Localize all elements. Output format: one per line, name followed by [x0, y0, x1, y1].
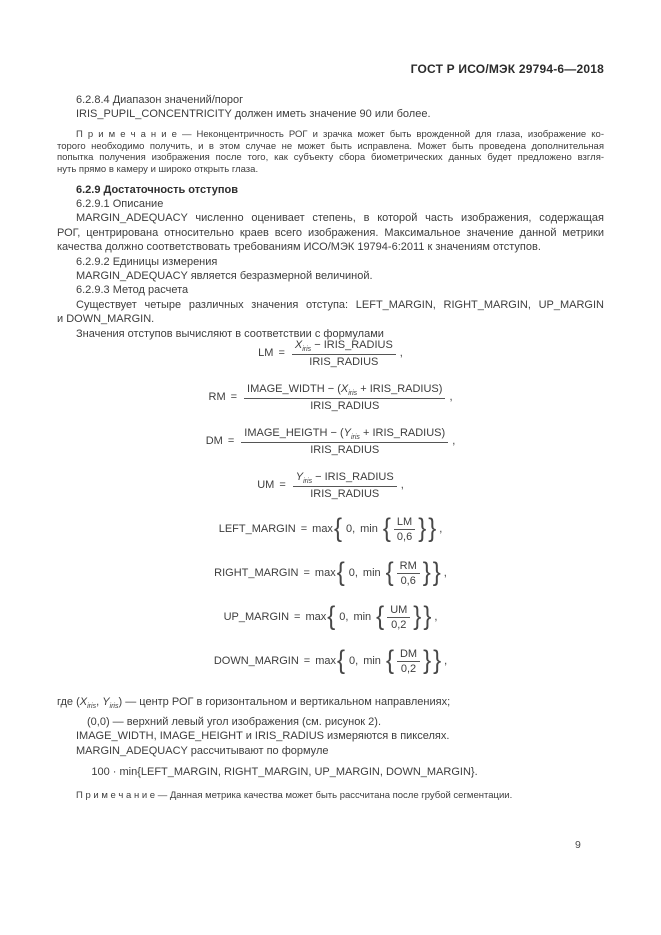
note-line: попытка получения изображения после того, как субъекту сбора биометрических данных будет предложено взгля- — [57, 152, 604, 164]
denominator: IRIS_RADIUS — [244, 398, 445, 412]
formula-lhs: DOWN_MARGIN — [213, 655, 299, 668]
equals-sign: = — [300, 523, 308, 536]
subscript: iris — [109, 703, 119, 711]
variable: X — [294, 338, 303, 351]
formula-lhs: RIGHT_MARGIN — [214, 567, 299, 580]
formula-comma: , — [444, 655, 448, 668]
right-brace: } — [418, 513, 427, 544]
formula-comma: , — [452, 435, 456, 448]
left-brace: { — [382, 513, 391, 544]
subscript: iris — [302, 345, 312, 353]
formula-lhs: LEFT_MARGIN — [218, 523, 296, 536]
clause-6-2-8-4 — [57, 93, 604, 122]
left-brace: { — [327, 601, 336, 632]
formula-left-margin — [57, 514, 604, 544]
fraction — [397, 648, 420, 675]
right-brace: } — [432, 557, 441, 588]
fraction — [397, 560, 420, 587]
formula-up-margin — [57, 602, 604, 632]
zero-term: 0, — [345, 523, 356, 536]
left-brace: { — [385, 557, 394, 588]
max-operator: max — [314, 567, 336, 580]
note-segmentation: П р и м е ч а н и е — Данная метрика качества может быть рассчитана после грубой сегментации. — [76, 790, 513, 802]
numerator: UM — [390, 603, 408, 616]
document-header: ГОСТ Р ИСО/МЭК 29794-6—2018 — [410, 62, 604, 76]
formula-comma: , — [434, 611, 438, 624]
numerator: RM — [399, 559, 417, 572]
right-brace: } — [422, 557, 431, 588]
clause-6-2-9-2-heading: 6.2.9.2 Единицы измерения — [76, 255, 218, 268]
where-line-origin: (0,0) — верхний левый угол изображения (см. рисунок 2). — [87, 715, 382, 728]
note-line: П р и м е ч а н и е — Неконцентричность РОГ и зрачка может быть врожденной для глаза, изображение ко- — [76, 128, 604, 140]
right-brace: } — [428, 513, 437, 544]
equals-sign: = — [303, 567, 310, 580]
formula-lhs: UM — [257, 479, 275, 492]
method-paragraph-line: Существует четыре различных значения отступа: LEFT_MARGIN, RIGHT_MARGIN, UP_MARGIN — [76, 298, 604, 311]
clause-6-2-9-3-heading: 6.2.9.3 Метод расчета — [76, 284, 189, 297]
formula-lhs: DM — [205, 435, 223, 448]
equals-sign: = — [278, 347, 285, 360]
equals-sign: = — [230, 391, 238, 404]
note-concentricity — [57, 129, 604, 176]
formula-comma: , — [443, 567, 447, 580]
variable: Y — [343, 426, 351, 439]
left-brace: { — [336, 557, 345, 588]
numerator: IMAGE_HEIGTH − ($Y_{iris}$ + IRIS_RADIUS) — [244, 426, 446, 441]
where-line-units: IMAGE_WIDTH, IMAGE_HEIGHT и IRIS_RADIUS измеряются в пикселях. — [76, 730, 450, 743]
clause-6-2-9-1-heading: 6.2.9.1 Описание — [76, 198, 164, 211]
formula-um — [57, 470, 604, 500]
denominator: 0,6 — [394, 529, 415, 543]
right-brace: } — [433, 645, 442, 676]
max-operator: max — [315, 655, 336, 668]
max-operator: max — [305, 611, 327, 624]
formula-comma: , — [439, 523, 443, 536]
left-brace: { — [376, 601, 385, 632]
formula-block — [57, 338, 604, 676]
denominator: IRIS_RADIUS — [292, 354, 396, 368]
subscript: iris — [348, 389, 358, 397]
numerator: DM — [399, 647, 418, 660]
equals-sign: = — [303, 655, 311, 668]
right-brace: } — [413, 601, 422, 632]
left-brace: { — [385, 645, 394, 676]
denominator: IRIS_RADIUS — [241, 442, 448, 456]
numerator: LM — [396, 515, 413, 528]
variable: Y — [102, 696, 110, 709]
margin-adequacy-formula: 100 · min{LEFT_MARGIN, RIGHT_MARGIN, UP_MARGIN, DOWN_MARGIN}. — [91, 765, 478, 778]
denominator: 0,6 — [397, 573, 420, 587]
formula-comma: , — [400, 479, 404, 492]
clause-6-2-8-4-body: IRIS_PUPIL_CONCENTRICITY должен иметь значение 90 или более. — [76, 108, 431, 121]
fraction — [293, 471, 397, 500]
description-paragraph-line: качества должно соответствовать требованиям ИСО/МЭК 19794-6:2011 к значениям отступов. — [57, 241, 541, 254]
description-paragraph-line: MARGIN_ADEQUACY численно оценивает степень, в которой часть изображения, содержащая — [76, 212, 604, 225]
formula-lhs: UP_MARGIN — [223, 611, 290, 624]
min-operator: min — [360, 523, 378, 536]
description-paragraph-line: РОГ, центрирована относительно краев всего изображения. Максимальное значение данной метрики — [57, 226, 604, 239]
equals-sign: = — [279, 479, 286, 492]
fraction — [394, 516, 415, 543]
min-operator: min — [362, 567, 381, 580]
clause-6-2-9-heading: 6.2.9 Достаточность отступов — [76, 183, 239, 196]
formula-right-margin — [57, 558, 604, 588]
clause-6-2-8-4-heading: 6.2.8.4 Диапазон значений/порог — [76, 94, 244, 106]
variable: X — [79, 696, 88, 709]
fraction — [241, 427, 448, 456]
denominator: IRIS_RADIUS — [293, 486, 397, 500]
denominator: 0,2 — [397, 661, 420, 675]
formula-comma: , — [399, 347, 403, 360]
subscript: iris — [87, 703, 97, 711]
page-number: 9 — [575, 839, 581, 851]
note-line: нуть прямо в камеру и широко открыть глаза. — [57, 163, 259, 175]
equals-sign: = — [294, 611, 301, 624]
max-operator: max — [312, 523, 333, 536]
zero-term: 0, — [348, 567, 358, 580]
fraction — [244, 383, 445, 412]
clause-6-2-9-2-body: MARGIN_ADEQUACY является безразмерной величиной. — [76, 270, 373, 283]
equals-sign: = — [227, 435, 235, 448]
left-brace: { — [337, 645, 346, 676]
method-paragraph-line: и DOWN_MARGIN. — [57, 313, 155, 326]
variable: X — [340, 382, 349, 395]
min-operator: min — [353, 611, 372, 624]
where-definitions — [57, 695, 604, 758]
right-brace: } — [423, 601, 432, 632]
formula-lm — [57, 338, 604, 368]
formulas-intro: Значения отступов вычисляют в соответствии с формулами — [76, 327, 384, 340]
numerator: IMAGE_WIDTH − ($X_{iris}$ + IRIS_RADIUS) — [247, 382, 443, 397]
subscript: iris — [303, 477, 313, 485]
subscript: iris — [350, 433, 360, 441]
formula-dm — [57, 426, 604, 456]
numerator: $X_{iris}$ − IRIS_RADIUS — [294, 338, 393, 353]
note-line: торого необходимо получить, и в этом случае не может быть исправлена. Может быть проведена дополнительная — [57, 140, 604, 152]
fraction — [387, 604, 410, 631]
numerator: $Y_{iris}$ − IRIS_RADIUS — [295, 470, 394, 485]
formula-lhs: LM — [258, 347, 274, 360]
formula-lhs: RM — [208, 391, 226, 404]
min-operator: min — [363, 655, 381, 668]
formula-down-margin — [57, 646, 604, 676]
formula-rm — [57, 382, 604, 412]
where-line-compute: MARGIN_ADEQUACY рассчитывают по формуле — [76, 744, 329, 757]
fraction — [292, 339, 396, 368]
where-line-center: где ($X_{iris}$, $Y_{iris}$) — центр РОГ в горизонтальном и вертикальном направлениях; — [57, 696, 451, 711]
variable: Y — [295, 470, 304, 483]
zero-term: 0, — [349, 655, 359, 668]
right-brace: } — [423, 645, 432, 676]
zero-term: 0, — [339, 611, 349, 624]
left-brace: { — [333, 513, 342, 544]
formula-comma: , — [449, 391, 453, 404]
denominator: 0,2 — [387, 617, 410, 631]
